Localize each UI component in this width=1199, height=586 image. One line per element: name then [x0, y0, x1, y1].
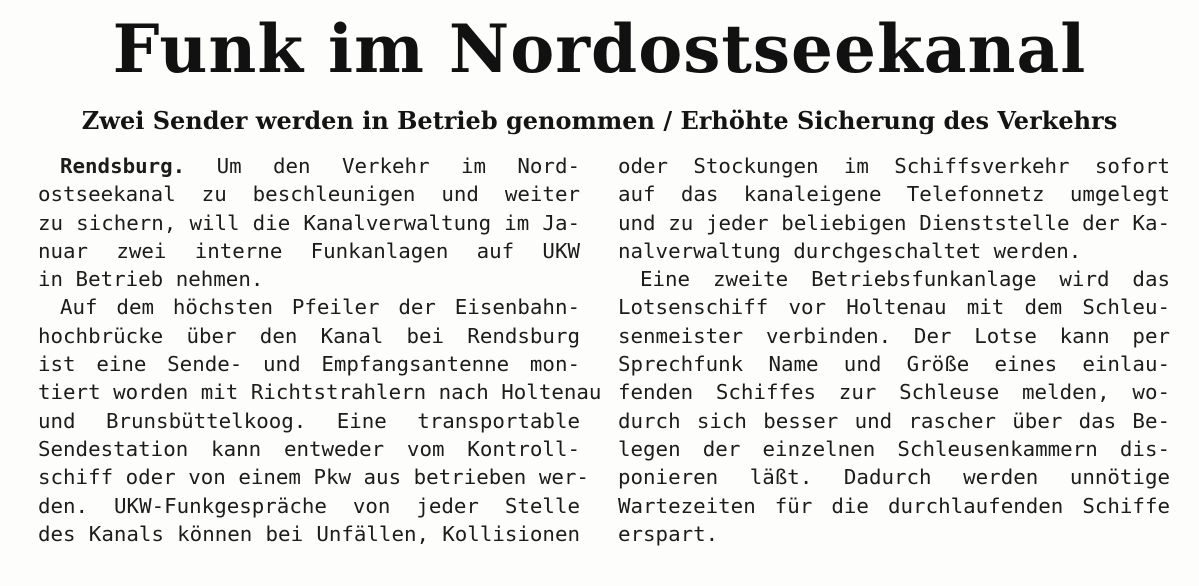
- text-line: durch sich besser und rascher über das Be-: [618, 408, 1170, 433]
- text-line: in Betrieb nehmen.: [38, 267, 264, 292]
- text-line: erspart.: [618, 521, 719, 546]
- text-line: des Kanals können bei Unfällen, Kollisionen: [38, 521, 580, 546]
- headline: Funk im Nordostseekanal: [112, 10, 1087, 88]
- text-line: legen der einzelnen Schleusenkammern dis-: [618, 436, 1170, 461]
- text-line: schiff oder von einem Pkw aus betrieben wer-: [38, 465, 589, 490]
- text-line: Lotsenschiff vor Holtenau mit dem Schleu-: [618, 295, 1170, 320]
- text-line: Sprechfunk Name und Größe eines einlau-: [618, 352, 1170, 377]
- text-line: nalverwaltung durchgeschaltet werden.: [618, 238, 1082, 263]
- text-line: ostseekanal zu beschleunigen und weiter: [38, 182, 580, 207]
- text-line: Wartezeiten für die durchlaufenden Schiffe: [618, 493, 1170, 518]
- text-line: senmeister verbinden. Der Lotse kann per: [618, 323, 1170, 348]
- text-line: fenden Schiffes zur Schleuse melden, wo-: [618, 380, 1170, 405]
- dateline: Rendsburg.: [60, 154, 186, 178]
- text-line: und zu jeder beliebigen Dienststelle der Ka-: [618, 210, 1170, 235]
- text-line: nuar zwei interne Funkanlagen auf UKW: [38, 238, 580, 263]
- text-line: ist eine Sende- und Empfangsantenne mon-: [38, 352, 580, 377]
- text-line: Eine zweite Betriebsfunkanlage wird das: [640, 267, 1170, 292]
- subheadline: Zwei Sender werden in Betrieb genommen / Erhöhte Sicherung des Verkehrs: [81, 106, 1118, 135]
- text-line-content: Um den Verkehr im Nord-: [185, 154, 580, 178]
- text-line: hochbrücke über den Kanal bei Rendsburg: [38, 323, 580, 348]
- text-line: Sendestation kann entweder vom Kontroll-: [38, 436, 580, 461]
- text-line: oder Stockungen im Schiffsverkehr sofort: [618, 154, 1170, 178]
- text-line: [38, 152, 580, 180]
- left-column: [38, 152, 602, 548]
- text-line: Auf dem höchsten Pfeiler der Eisenbahn-: [60, 295, 580, 320]
- text-line: tiert worden mit Richtstrahlern nach Holtenau: [38, 380, 602, 405]
- text-line: und Brunsbüttelkoog. Eine transportable: [38, 408, 580, 433]
- right-column: [618, 152, 1170, 548]
- text-line: den. UKW-Funkgespräche von jeder Stelle: [38, 493, 580, 518]
- text-line: zu sichern, will die Kanalverwaltung im Ja-: [38, 210, 580, 235]
- text-line: ponieren läßt. Dadurch werden unnötige: [618, 465, 1170, 490]
- text-line: auf das kanaleigene Telefonnetz umgelegt: [618, 182, 1170, 207]
